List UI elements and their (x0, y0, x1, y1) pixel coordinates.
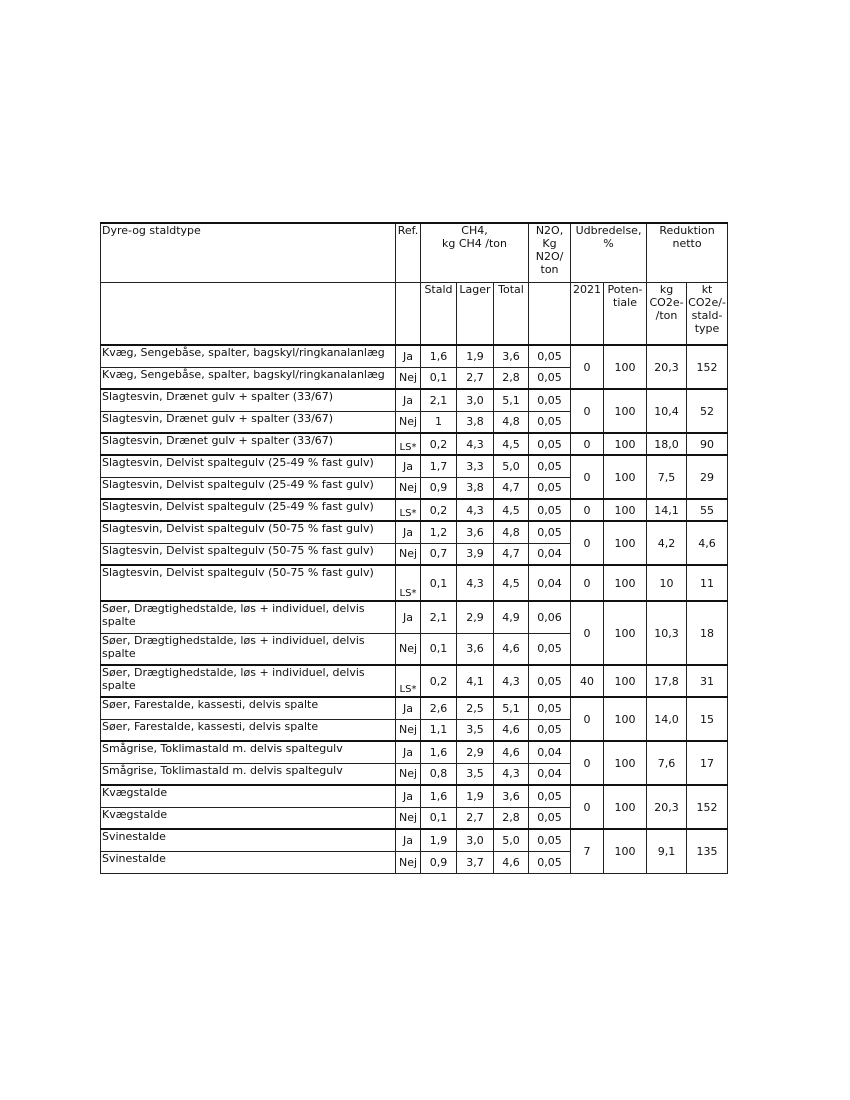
cell-n2o: 0,05 (529, 455, 571, 477)
cell-year-2021: 0 (571, 697, 604, 741)
cell-kt-co2e: 11 (687, 565, 728, 601)
cell-total: 4,7 (494, 543, 529, 565)
cell-lager: 3,5 (457, 719, 494, 741)
cell-year-2021: 7 (571, 829, 604, 873)
cell-total: 4,8 (494, 521, 529, 543)
cell-ref: Ja (396, 697, 421, 719)
cell-potentiale: 100 (604, 499, 647, 521)
cell-year-2021: 0 (571, 785, 604, 829)
cell-stald: 2,1 (421, 601, 457, 633)
cell-lager: 3,8 (457, 477, 494, 499)
cell-ref: Ja (396, 345, 421, 367)
cell-stald: 0,1 (421, 367, 457, 389)
header-total: Total (494, 282, 529, 345)
cell-ref: Ja (396, 829, 421, 851)
cell-potentiale: 100 (604, 433, 647, 455)
cell-ref: Ja (396, 455, 421, 477)
cell-kg-co2e: 14,1 (647, 499, 687, 521)
cell-total: 4,3 (494, 665, 529, 697)
header-row-1 (101, 223, 728, 282)
cell-animal-type: Slagtesvin, Delvist spaltegulv (25-49 % fast gulv) (101, 455, 396, 477)
cell-year-2021: 0 (571, 345, 604, 389)
header-n2o: N2O, Kg N2O/ ton (529, 223, 571, 282)
cell-lager: 3,0 (457, 829, 494, 851)
cell-kt-co2e: 15 (687, 697, 728, 741)
cell-stald: 1,6 (421, 785, 457, 807)
cell-lager: 1,9 (457, 345, 494, 367)
cell-stald: 1,6 (421, 345, 457, 367)
table-row (101, 499, 728, 521)
cell-ref: Nej (396, 411, 421, 433)
cell-lager: 4,3 (457, 499, 494, 521)
cell-stald: 1,1 (421, 719, 457, 741)
cell-lager: 3,8 (457, 411, 494, 433)
cell-stald: 2,1 (421, 389, 457, 411)
cell-n2o: 0,05 (529, 389, 571, 411)
cell-stald: 1,2 (421, 521, 457, 543)
cell-total: 4,5 (494, 499, 529, 521)
cell-potentiale: 100 (604, 455, 647, 499)
cell-kg-co2e: 10,3 (647, 601, 687, 665)
table-row (101, 389, 728, 411)
cell-n2o: 0,05 (529, 411, 571, 433)
cell-n2o: 0,04 (529, 763, 571, 785)
cell-animal-type: Slagtesvin, Delvist spaltegulv (25-49 % fast gulv) (101, 477, 396, 499)
cell-kg-co2e: 10 (647, 565, 687, 601)
cell-stald: 0,2 (421, 665, 457, 697)
table-row (101, 345, 728, 367)
cell-total: 5,1 (494, 389, 529, 411)
cell-stald: 0,1 (421, 807, 457, 829)
cell-ref: Nej (396, 367, 421, 389)
cell-kg-co2e: 7,5 (647, 455, 687, 499)
cell-animal-type: Slagtesvin, Drænet gulv + spalter (33/67) (101, 433, 396, 455)
cell-ref: LS* (396, 665, 421, 697)
cell-n2o: 0,04 (529, 741, 571, 763)
cell-lager: 4,1 (457, 665, 494, 697)
cell-lager: 3,0 (457, 389, 494, 411)
cell-total: 5,1 (494, 697, 529, 719)
cell-kg-co2e: 18,0 (647, 433, 687, 455)
cell-lager: 4,3 (457, 433, 494, 455)
cell-kg-co2e: 7,6 (647, 741, 687, 785)
cell-total: 4,5 (494, 433, 529, 455)
header-ch4 (421, 223, 529, 282)
cell-kt-co2e: 18 (687, 601, 728, 665)
cell-animal-type: Slagtesvin, Delvist spaltegulv (50-75 % fast gulv) (101, 521, 396, 543)
cell-total: 4,5 (494, 565, 529, 601)
cell-animal-type: Slagtesvin, Delvist spaltegulv (50-75 % fast gulv) (101, 565, 396, 601)
cell-ref: Ja (396, 785, 421, 807)
cell-n2o: 0,05 (529, 499, 571, 521)
cell-ref: Nej (396, 633, 421, 665)
cell-stald: 1,6 (421, 741, 457, 763)
cell-n2o: 0,05 (529, 785, 571, 807)
cell-total: 5,0 (494, 455, 529, 477)
cell-lager: 4,3 (457, 565, 494, 601)
cell-total: 4,9 (494, 601, 529, 633)
cell-lager: 2,7 (457, 807, 494, 829)
cell-kt-co2e: 90 (687, 433, 728, 455)
cell-potentiale: 100 (604, 565, 647, 601)
cell-year-2021: 0 (571, 565, 604, 601)
cell-animal-type: Slagtesvin, Drænet gulv + spalter (33/67) (101, 411, 396, 433)
cell-total: 3,6 (494, 785, 529, 807)
cell-potentiale: 100 (604, 389, 647, 433)
cell-n2o: 0,05 (529, 367, 571, 389)
cell-n2o: 0,05 (529, 521, 571, 543)
cell-lager: 3,5 (457, 763, 494, 785)
cell-potentiale: 100 (604, 601, 647, 665)
cell-n2o: 0,04 (529, 543, 571, 565)
table-row (101, 521, 728, 543)
cell-animal-type: Smågrise, Toklimastald m. delvis spaltegulv (101, 763, 396, 785)
cell-ref: Ja (396, 521, 421, 543)
cell-stald: 0,2 (421, 433, 457, 455)
cell-lager: 3,6 (457, 521, 494, 543)
cell-animal-type: Svinestalde (101, 851, 396, 873)
header-ref: Ref. (396, 223, 421, 282)
cell-total: 2,8 (494, 807, 529, 829)
cell-animal-type: Søer, Drægtighedstalde, løs + individuel, delvis spalte (101, 665, 396, 697)
cell-lager: 1,9 (457, 785, 494, 807)
cell-kt-co2e: 31 (687, 665, 728, 697)
cell-stald: 0,8 (421, 763, 457, 785)
cell-potentiale: 100 (604, 785, 647, 829)
cell-stald: 1 (421, 411, 457, 433)
cell-lager: 2,9 (457, 741, 494, 763)
cell-year-2021: 0 (571, 521, 604, 565)
cell-n2o: 0,05 (529, 719, 571, 741)
cell-total: 4,6 (494, 851, 529, 873)
cell-ref: Nej (396, 807, 421, 829)
cell-ref: Ja (396, 601, 421, 633)
table-row (101, 741, 728, 763)
cell-stald: 1,9 (421, 829, 457, 851)
cell-animal-type: Søer, Farestalde, kassesti, delvis spalte (101, 719, 396, 741)
cell-year-2021: 0 (571, 499, 604, 521)
cell-lager: 3,9 (457, 543, 494, 565)
cell-kg-co2e: 17,8 (647, 665, 687, 697)
cell-n2o: 0,05 (529, 345, 571, 367)
cell-total: 4,8 (494, 411, 529, 433)
cell-kt-co2e: 29 (687, 455, 728, 499)
cell-stald: 2,6 (421, 697, 457, 719)
cell-kt-co2e: 55 (687, 499, 728, 521)
header-blank (101, 282, 396, 345)
cell-stald: 0,2 (421, 499, 457, 521)
cell-animal-type: Kvæg, Sengebåse, spalter, bagskyl/ringkanalanlæg (101, 345, 396, 367)
cell-potentiale: 100 (604, 829, 647, 873)
header-ch4-line1: CH4, (461, 224, 488, 237)
cell-ref: LS* (396, 565, 421, 601)
cell-n2o: 0,05 (529, 829, 571, 851)
cell-total: 4,6 (494, 741, 529, 763)
cell-kg-co2e: 9,1 (647, 829, 687, 873)
cell-kg-co2e: 20,3 (647, 345, 687, 389)
table-row (101, 697, 728, 719)
cell-animal-type: Smågrise, Toklimastald m. delvis spaltegulv (101, 741, 396, 763)
cell-animal-type: Kvæg, Sengebåse, spalter, bagskyl/ringkanalanlæg (101, 367, 396, 389)
header-potentiale: Poten-tiale (604, 282, 647, 345)
cell-ref: Nej (396, 763, 421, 785)
header-lager: Lager (457, 282, 494, 345)
cell-stald: 1,7 (421, 455, 457, 477)
cell-potentiale: 100 (604, 697, 647, 741)
cell-ref: LS* (396, 433, 421, 455)
header-stald: Stald (421, 282, 457, 345)
header-reduktion: Reduktion netto (647, 223, 728, 282)
cell-total: 5,0 (494, 829, 529, 851)
cell-lager: 2,7 (457, 367, 494, 389)
cell-year-2021: 0 (571, 601, 604, 665)
cell-kt-co2e: 135 (687, 829, 728, 873)
cell-year-2021: 0 (571, 389, 604, 433)
cell-year-2021: 0 (571, 455, 604, 499)
cell-lager: 2,9 (457, 601, 494, 633)
cell-stald: 0,1 (421, 633, 457, 665)
cell-n2o: 0,05 (529, 665, 571, 697)
cell-n2o: 0,05 (529, 477, 571, 499)
cell-n2o: 0,05 (529, 433, 571, 455)
header-blank-n2o (529, 282, 571, 345)
cell-n2o: 0,05 (529, 851, 571, 873)
cell-kt-co2e: 4,6 (687, 521, 728, 565)
table-row (101, 455, 728, 477)
cell-potentiale: 100 (604, 521, 647, 565)
cell-ref: Nej (396, 719, 421, 741)
header-ch4-line2: kg CH4 /ton (441, 237, 508, 250)
cell-total: 4,7 (494, 477, 529, 499)
header-year: 2021 (571, 282, 604, 345)
cell-stald: 0,7 (421, 543, 457, 565)
cell-potentiale: 100 (604, 665, 647, 697)
cell-animal-type: Søer, Farestalde, kassesti, delvis spalte (101, 697, 396, 719)
cell-animal-type: Søer, Drægtighedstalde, løs + individuel, delvis spalte (101, 633, 396, 665)
cell-potentiale: 100 (604, 345, 647, 389)
cell-n2o: 0,05 (529, 697, 571, 719)
cell-lager: 3,3 (457, 455, 494, 477)
cell-year-2021: 40 (571, 665, 604, 697)
cell-ref: LS* (396, 499, 421, 521)
header-udbredelse: Udbredelse, % (571, 223, 647, 282)
cell-ref: Nej (396, 543, 421, 565)
cell-total: 4,6 (494, 719, 529, 741)
header-blank-ref (396, 282, 421, 345)
cell-kt-co2e: 17 (687, 741, 728, 785)
cell-kg-co2e: 14,0 (647, 697, 687, 741)
cell-potentiale: 100 (604, 741, 647, 785)
header-row-2 (101, 282, 728, 345)
cell-kg-co2e: 10,4 (647, 389, 687, 433)
cell-n2o: 0,05 (529, 807, 571, 829)
table-row (101, 565, 728, 601)
cell-stald: 0,9 (421, 477, 457, 499)
cell-year-2021: 0 (571, 433, 604, 455)
cell-animal-type: Slagtesvin, Delvist spaltegulv (25-49 % fast gulv) (101, 499, 396, 521)
cell-kg-co2e: 20,3 (647, 785, 687, 829)
emissions-table (100, 222, 728, 874)
cell-animal-type: Slagtesvin, Delvist spaltegulv (50-75 % fast gulv) (101, 543, 396, 565)
header-kg-unit: kg CO2e- /ton (647, 282, 687, 345)
cell-lager: 3,7 (457, 851, 494, 873)
cell-ref: Nej (396, 851, 421, 873)
cell-n2o: 0,06 (529, 601, 571, 633)
cell-kt-co2e: 52 (687, 389, 728, 433)
cell-animal-type: Søer, Drægtighedstalde, løs + individuel, delvis spalte (101, 601, 396, 633)
cell-n2o: 0,05 (529, 633, 571, 665)
cell-total: 3,6 (494, 345, 529, 367)
cell-lager: 2,5 (457, 697, 494, 719)
table-row (101, 829, 728, 851)
cell-animal-type: Slagtesvin, Drænet gulv + spalter (33/67) (101, 389, 396, 411)
cell-lager: 3,6 (457, 633, 494, 665)
header-kt-unit: kt CO2e/- stald- type (687, 282, 728, 345)
cell-ref: Ja (396, 389, 421, 411)
cell-stald: 0,1 (421, 565, 457, 601)
table-row (101, 433, 728, 455)
cell-kt-co2e: 152 (687, 345, 728, 389)
cell-animal-type: Kvægstalde (101, 807, 396, 829)
cell-ref: Ja (396, 741, 421, 763)
cell-kg-co2e: 4,2 (647, 521, 687, 565)
header-animal-type: Dyre-og staldtype (101, 223, 396, 282)
cell-ref: Nej (396, 477, 421, 499)
table-row (101, 785, 728, 807)
cell-n2o: 0,04 (529, 565, 571, 601)
cell-animal-type: Svinestalde (101, 829, 396, 851)
cell-stald: 0,9 (421, 851, 457, 873)
cell-year-2021: 0 (571, 741, 604, 785)
table-row (101, 601, 728, 633)
cell-total: 4,6 (494, 633, 529, 665)
cell-total: 4,3 (494, 763, 529, 785)
table-row (101, 665, 728, 697)
cell-animal-type: Kvægstalde (101, 785, 396, 807)
cell-total: 2,8 (494, 367, 529, 389)
cell-kt-co2e: 152 (687, 785, 728, 829)
